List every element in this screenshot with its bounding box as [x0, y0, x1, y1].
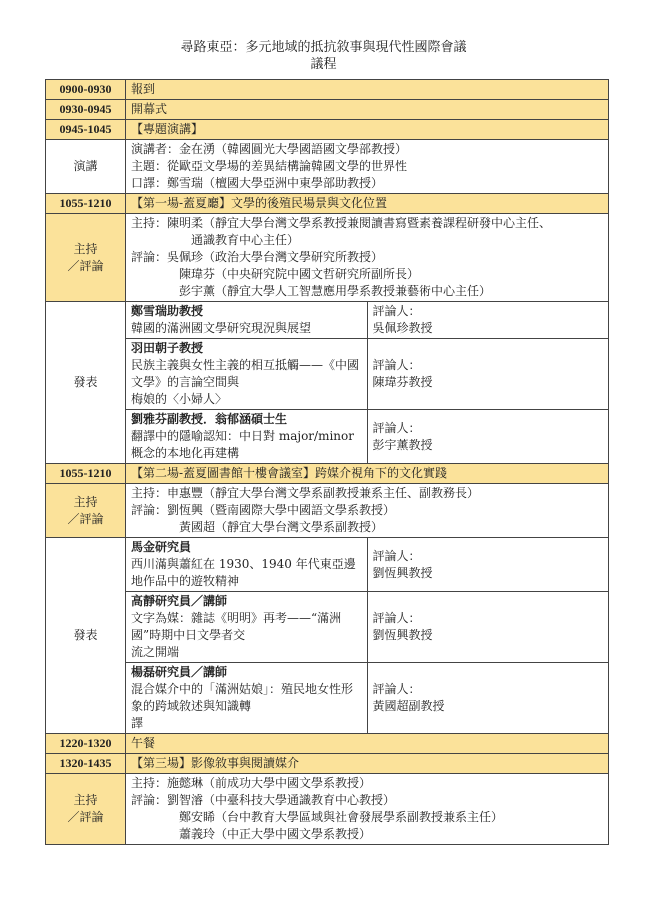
paper-author: 劉雅芬副教授．翁郁涵碩士生 — [131, 412, 288, 426]
role-label-line: ／評論 — [67, 810, 104, 824]
role-label — [46, 214, 126, 302]
paper-cell — [126, 663, 368, 734]
paper-title: 混合媒介中的「滿洲姑娘」：殖民地女性形象的跨域敘述與知識轉 — [131, 682, 354, 713]
role-label-line: 主持 — [73, 241, 98, 256]
reviewer-cell — [367, 538, 609, 592]
role-label — [46, 774, 126, 845]
reviewer-name: 彭宇薰教授 — [372, 437, 433, 452]
commentator-line: 評論：吳佩珍（政治大學台灣文學研究所教授） — [131, 250, 384, 264]
chair-details — [126, 214, 609, 302]
commentator-line: 評論：劉智濬（中臺科技大學通識教育中心教授） — [131, 793, 396, 807]
session-header-row — [46, 754, 609, 774]
paper-cell — [126, 538, 368, 592]
agenda-row — [46, 100, 609, 120]
role-label-line: ／評論 — [67, 258, 104, 273]
time-cell: 1320-1435 — [46, 754, 126, 774]
paper-title: 譯 — [131, 716, 144, 730]
time-cell: 1220-1320 — [46, 734, 126, 754]
chair-details — [126, 774, 609, 845]
reviewer-cell — [367, 410, 609, 464]
reviewer-label: 評論人： — [372, 682, 421, 696]
chair-line: 主持：陳明柔（靜宜大學台灣文學系教授兼閱讀書寫暨素養課程研發中心主任、 — [131, 216, 552, 230]
reviewer-label: 評論人： — [372, 420, 421, 435]
paper-title: 文字為媒：雜誌《明明》再考——“滿洲國”時期中日文學者交 — [131, 611, 342, 642]
role-label: 發表 — [46, 302, 126, 464]
session-title: 【第三場】影像敘事與閱讀媒介 — [126, 754, 609, 774]
reviewer-label: 評論人： — [372, 611, 421, 625]
commentator-line: 蕭義玲（中正大學中國文學系教授） — [179, 827, 372, 841]
time-cell: 0930-0945 — [46, 100, 126, 120]
time-cell: 0900-0930 — [46, 80, 126, 100]
chair-line: 主持：施懿琳（前成功大學中國文學系教授） — [131, 776, 372, 790]
paper-title: 西川滿與蕭紅在 1930、1940 年代東亞邊地作品中的遊牧精神 — [131, 557, 356, 588]
paper-title: 韓國的滿洲國文學研究現況與展望 — [131, 321, 312, 335]
session-title: 【第二場-蓋夏圖書館十樓會議室】跨媒介視角下的文化實踐 — [126, 464, 609, 484]
event-cell: 開幕式 — [126, 100, 609, 120]
paper-cell — [126, 592, 368, 663]
keynote-interpreter: 口譯：鄭雪瑞（檀國大學亞洲中東學部助教授） — [131, 176, 384, 190]
session-header-row — [46, 464, 609, 484]
chair-details — [126, 484, 609, 538]
commentator-line: 黃國超（靜宜大學台灣文學系副教授） — [179, 520, 384, 534]
agenda-row — [46, 734, 609, 754]
keynote-row — [46, 140, 609, 194]
event-cell: 【專題演講】 — [126, 120, 609, 140]
agenda-table — [45, 79, 609, 845]
commentator-line: 陳瑋芬（中央研究院中國文哲研究所副所長） — [179, 267, 420, 281]
paper-title: 民族主義與女性主義的相互抵觸——《中國文學》的言論空間與 — [131, 358, 360, 389]
reviewer-label: 評論人： — [372, 548, 421, 563]
document-title: 尋路東亞：多元地域的抵抗敘事與現代性國際會議 — [180, 40, 467, 55]
role-label — [46, 484, 126, 538]
paper-row — [46, 339, 609, 410]
reviewer-label: 評論人： — [372, 304, 421, 318]
reviewer-cell — [367, 302, 609, 339]
agenda-row — [46, 120, 609, 140]
event-cell: 午餐 — [126, 734, 609, 754]
role-label: 發表 — [46, 538, 126, 734]
reviewer-label: 評論人： — [372, 358, 421, 372]
paper-author: 高靜研究員／講師 — [131, 594, 228, 608]
paper-author: 羽田朝子教授 — [131, 341, 204, 355]
role-label-line: 主持 — [73, 793, 98, 807]
reviewer-cell — [367, 663, 609, 734]
role-label-line: ／評論 — [67, 511, 104, 526]
reviewer-name: 陳瑋芬教授 — [372, 375, 433, 389]
session-title: 【第一場-蓋夏廳】文學的後殖民場景與文化位置 — [126, 194, 609, 214]
reviewer-name: 吳佩珍教授 — [372, 321, 433, 335]
paper-row — [46, 410, 609, 464]
role-label: 演講 — [46, 140, 126, 194]
reviewer-cell — [367, 339, 609, 410]
chair-line: 主持：申惠豐（靜宜大學台灣文學系副教授兼系主任、副教務長） — [131, 486, 480, 500]
paper-cell — [126, 410, 368, 464]
document-subtitle: 議程 — [310, 57, 337, 72]
commentator-line: 彭宇薰（靜宜大學人工智慧應用學系教授兼藝術中心主任） — [179, 284, 492, 298]
paper-author: 鄭雪瑞助教授 — [131, 304, 204, 318]
paper-cell — [126, 339, 368, 410]
time-cell: 0945-1045 — [46, 120, 126, 140]
reviewer-cell — [367, 592, 609, 663]
paper-title: 流之開端 — [131, 645, 180, 659]
commentator-line: 鄭安睎（台中教育大學區域與社會發展學系副教授兼系主任） — [179, 810, 504, 824]
reviewer-name: 黃國超副教授 — [372, 699, 445, 713]
chair-row — [46, 774, 609, 845]
paper-author: 馬金研究員 — [131, 540, 192, 554]
chair-row — [46, 484, 609, 538]
role-label-line: 主持 — [73, 494, 98, 509]
paper-row — [46, 592, 609, 663]
paper-cell — [126, 302, 368, 339]
paper-row — [46, 663, 609, 734]
keynote-details — [126, 140, 609, 194]
session-header-row — [46, 194, 609, 214]
keynote-topic: 主題：從歐亞文學場的差異結構論韓國文學的世界性 — [131, 159, 408, 173]
chair-line: 通識教育中心主任） — [191, 233, 300, 247]
reviewer-name: 劉恆興教授 — [372, 628, 433, 642]
agenda-row — [46, 80, 609, 100]
time-cell: 1055-1210 — [46, 194, 126, 214]
time-cell: 1055-1210 — [46, 464, 126, 484]
reviewer-name: 劉恆興教授 — [372, 565, 433, 580]
paper-title: 翻譯中的隱喻認知：中日對 major/minor 概念的本地化再建構 — [131, 429, 354, 460]
paper-row — [46, 538, 609, 592]
commentator-line: 評論：劉恆興（暨南國際大學中國語文學系教授） — [131, 503, 396, 517]
paper-author: 楊磊研究員／講師 — [131, 665, 228, 679]
paper-row — [46, 302, 609, 339]
chair-row — [46, 214, 609, 302]
keynote-speaker: 演講者：金在湧（韓國圓光大學國語國文學部教授） — [131, 142, 408, 156]
event-cell: 報到 — [126, 80, 609, 100]
paper-title: 梅娘的〈小婦人〉 — [131, 392, 228, 406]
